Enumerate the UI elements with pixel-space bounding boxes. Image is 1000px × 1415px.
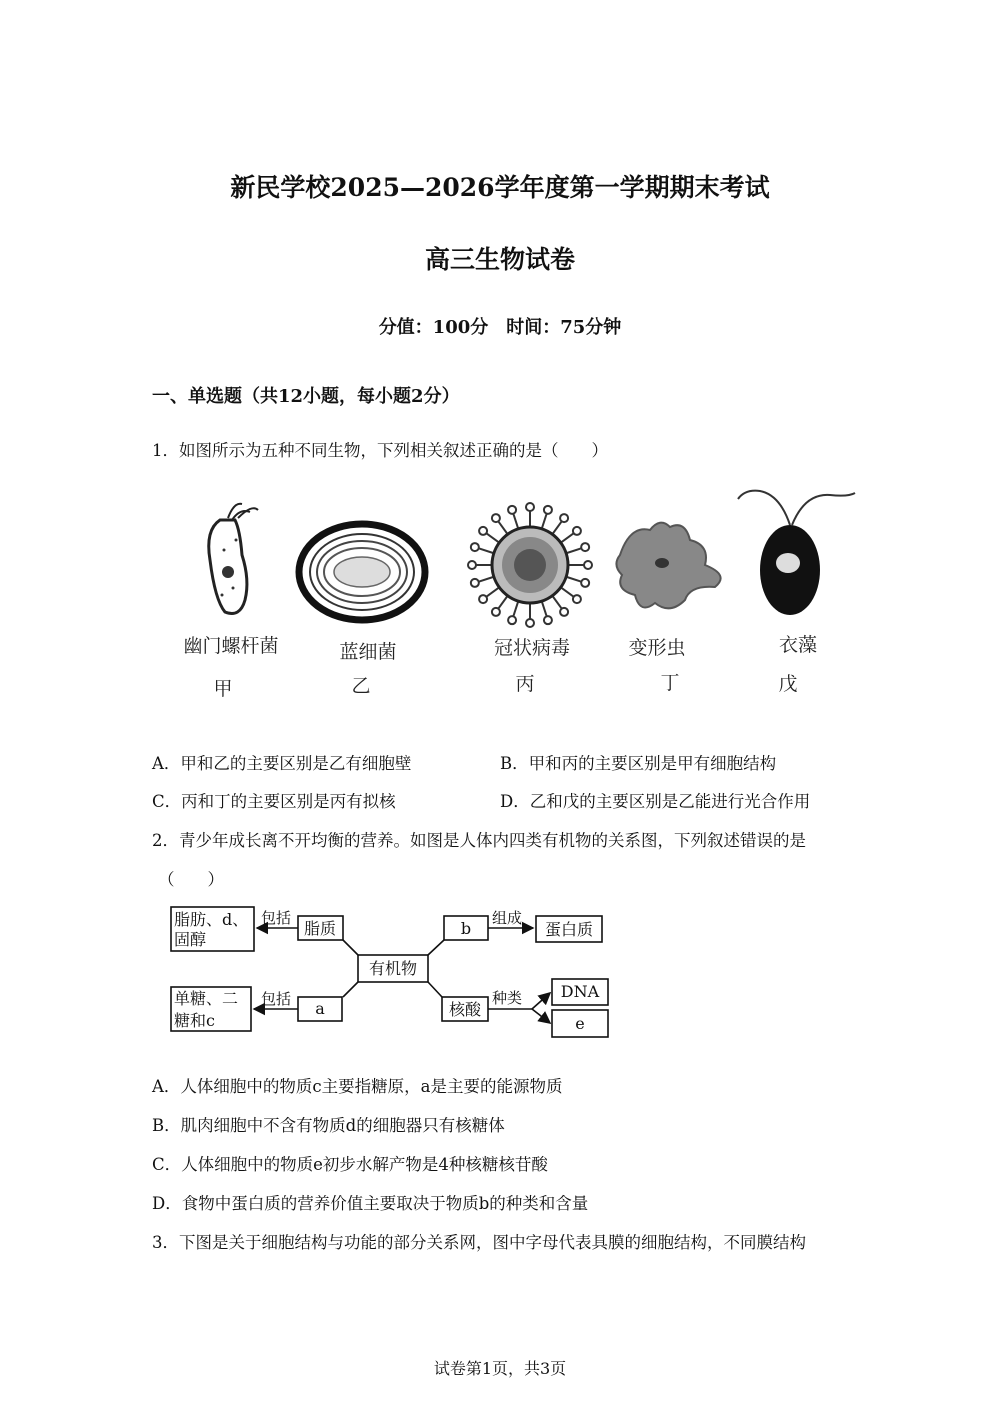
nucleic-label: 核酸 xyxy=(448,1000,482,1019)
organism-name-4: 变形虫 xyxy=(628,637,686,659)
question-3-stem: 3．下图是关于细胞结构与功能的部分关系网，图中字母代表具膜的细胞结构，不同膜结构 xyxy=(152,1233,806,1252)
exam-title: 新民学校2025—2026学年度第一学期期末考试 xyxy=(230,173,770,202)
exam-subtitle: 高三生物试卷 xyxy=(424,245,575,274)
nucleic-arrow-label: 种类 xyxy=(492,989,523,1007)
lipid-label: 脂质 xyxy=(303,919,337,938)
organism-name-2: 蓝细菌 xyxy=(339,641,397,663)
e-label: e xyxy=(575,1014,585,1033)
amoeba-illustration xyxy=(610,515,735,620)
organic-matter-diagram xyxy=(165,900,615,1045)
q1-option-d[interactable]: D．乙和戊的主要区别是乙能进行光合作用 xyxy=(500,792,811,811)
sugar-arrow-label: 包括 xyxy=(261,990,292,1008)
protein-label: 蛋白质 xyxy=(544,920,594,939)
q2-option-d[interactable]: D．食物中蛋白质的营养价值主要取决于物质b的种类和含量 xyxy=(152,1194,589,1213)
q1-option-b[interactable]: B．甲和丙的主要区别是甲有细胞结构 xyxy=(500,754,777,773)
q1-option-a[interactable]: A．甲和乙的主要区别是乙有细胞壁 xyxy=(152,754,412,773)
b-arrow-label: 组成 xyxy=(492,909,523,927)
organism-name-1: 幽门螺杆菌 xyxy=(183,635,279,657)
organism-label-2: 乙 xyxy=(351,675,371,697)
organism-label-4: 丁 xyxy=(660,672,680,694)
q2-option-b[interactable]: B．肌肉细胞中不含有物质d的细胞器只有核糖体 xyxy=(152,1116,505,1135)
q1-option-c[interactable]: C．丙和丁的主要区别是丙有拟核 xyxy=(152,792,396,811)
sugar-detail-line2: 糖和c xyxy=(174,1011,215,1030)
lipid-arrow-label: 包括 xyxy=(261,909,292,927)
question-2-paren: （ ） xyxy=(158,870,224,889)
dna-label: DNA xyxy=(560,982,600,1001)
sugar-detail-line1: 单糖、二 xyxy=(174,989,239,1008)
lipid-detail-line1: 脂肪、d、 xyxy=(174,910,249,929)
question-1-figure xyxy=(160,480,880,700)
organism-name-3: 冠状病毒 xyxy=(493,637,570,659)
question-1-stem: 1．如图所示为五种不同生物，下列相关叙述正确的是（ ） xyxy=(152,441,608,460)
q2-option-a[interactable]: A．人体细胞中的物质c主要指糖原，a是主要的能源物质 xyxy=(152,1077,563,1096)
page-footer: 试卷第1页，共3页 xyxy=(433,1359,567,1378)
cyanobacteria-illustration xyxy=(295,520,430,625)
center-label: 有机物 xyxy=(368,959,418,978)
lipid-detail-line2: 固醇 xyxy=(174,930,207,949)
a-label: a xyxy=(315,999,325,1018)
organism-label-5: 戊 xyxy=(778,673,798,695)
question-2-stem: 2．青少年成长离不开均衡的营养。如图是人体内四类有机物的关系图，下列叙述错误的是 xyxy=(152,831,806,850)
organism-label-3: 丙 xyxy=(515,673,535,695)
organism-name-5: 衣藻 xyxy=(778,634,817,656)
exam-meta: 分值：100分 时间：75分钟 xyxy=(378,317,622,338)
b-label: b xyxy=(460,919,472,938)
q2-option-c[interactable]: C．人体细胞中的物质e初步水解产物是4种核糖核苷酸 xyxy=(152,1155,548,1174)
section-heading: 一、单选题（共12小题，每小题2分） xyxy=(152,386,460,407)
coronavirus-illustration xyxy=(465,500,595,630)
organism-label-1: 甲 xyxy=(213,678,233,700)
helicobacter-illustration xyxy=(200,500,260,620)
chlamydomonas-illustration xyxy=(730,485,860,625)
